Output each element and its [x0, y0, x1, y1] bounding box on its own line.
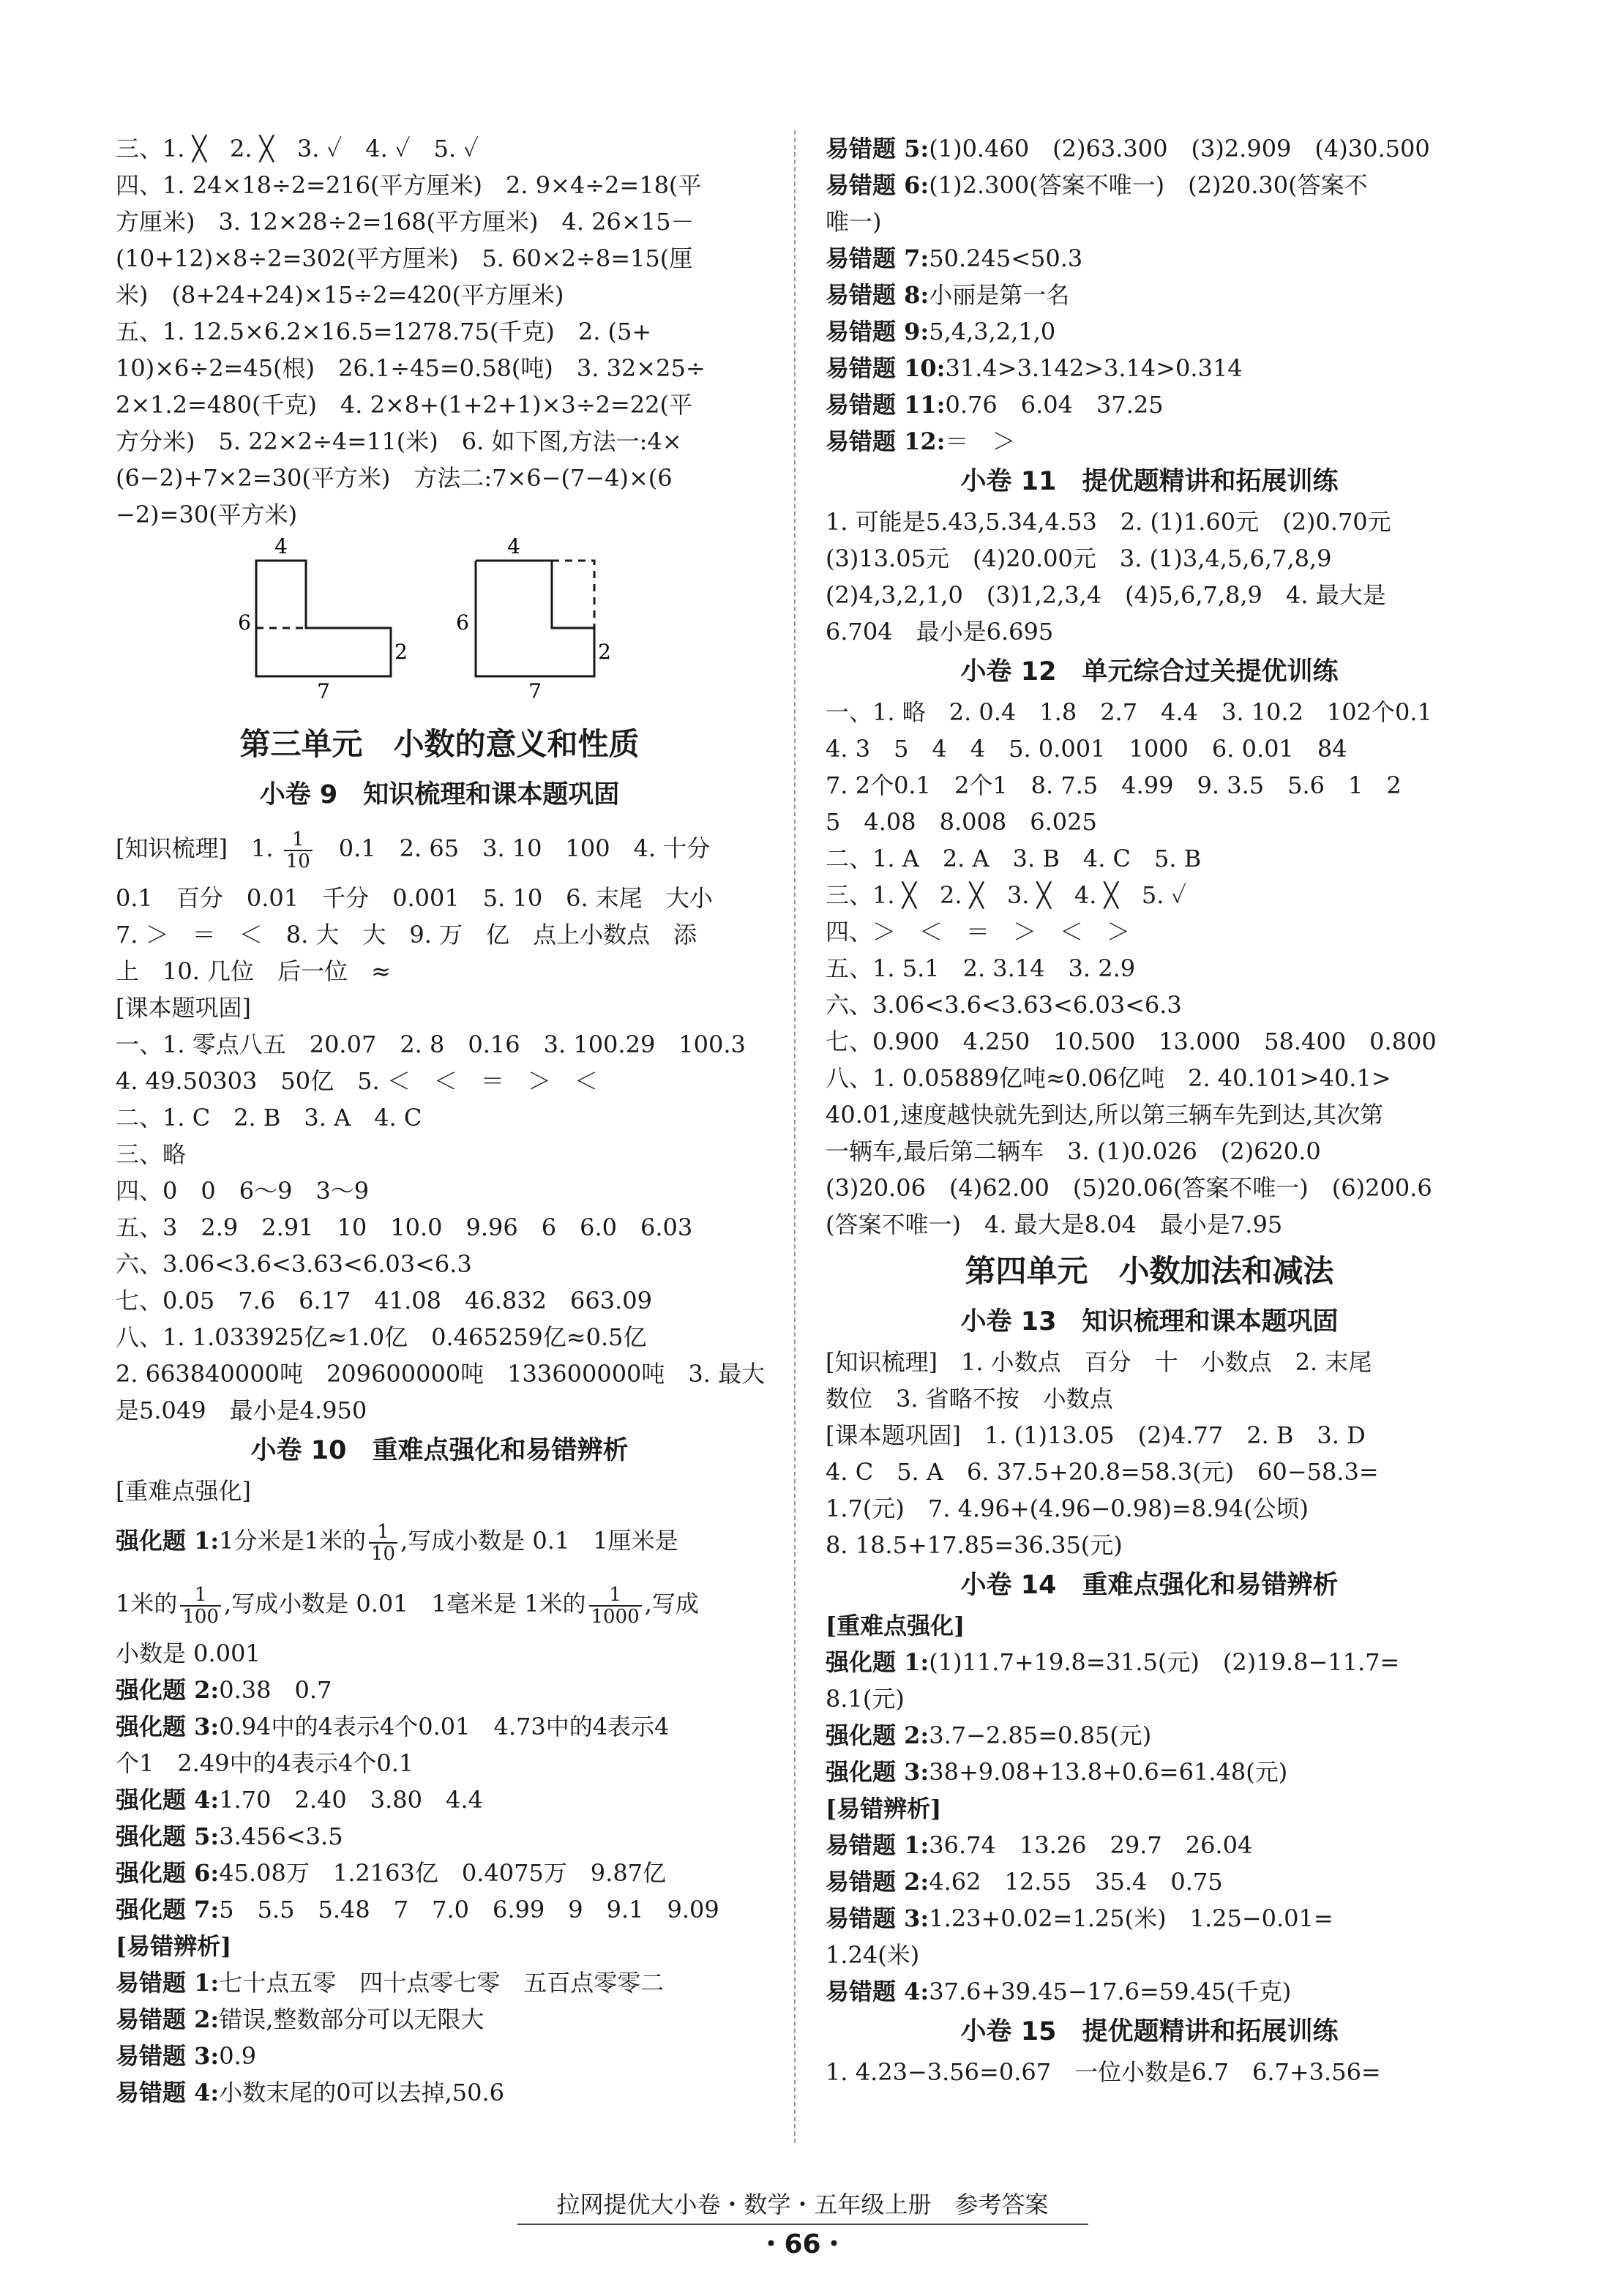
item-label: 强化题 2:	[826, 1721, 929, 1749]
answer-line: 一、1. 略 2. 0.4 1.8 2.7 4.4 3. 10.2 102个0.1	[826, 698, 1432, 726]
item-label: 易错题 1:	[826, 1831, 929, 1859]
answer-line	[826, 1644, 1473, 1680]
answer-text: 37.6+39.45−17.6=59.45(千克)	[929, 1978, 1292, 2005]
answer-text: ,写成	[644, 1590, 699, 1618]
answer-text: 个1 2.49中的4表示4个0.1	[116, 1749, 414, 1777]
answer-text: 1米的	[116, 1590, 178, 1618]
answer-line	[116, 1672, 763, 1708]
answer-line: [课本题巩固] 1. (1)13.05 (2)4.77 2. B 3. D	[826, 1421, 1366, 1449]
fraction	[284, 829, 313, 872]
answer-line: 四、0 0 6～9 3～9	[116, 1177, 370, 1205]
answer-line	[826, 1717, 1473, 1754]
answer-text: 小丽是第一名	[929, 281, 1070, 309]
answer-line: 六、3.06<3.6<3.63<6.03<6.3	[826, 991, 1182, 1019]
answer-line: 小数是 0.001	[116, 1639, 261, 1667]
answer-line: 0.1 百分 0.01 千分 0.001 5. 10 6. 末尾 大小	[116, 884, 713, 912]
fraction-numerator: 1	[369, 1522, 397, 1544]
answer-line	[116, 1509, 763, 1572]
answer-line: 方厘米) 3. 12×28÷2=168(平方厘米) 4. 26×15－	[116, 208, 695, 236]
answer-line: 一辆车,最后第二辆车 3. (1)0.026 (2)620.0	[826, 1137, 1321, 1165]
item-label: 易错题 3:	[826, 1904, 929, 1932]
answer-text: 5 5.5 5.48 7 7.0 6.99 9 9.1 9.09	[219, 1896, 719, 1923]
answer-text: [知识梳理] 1.	[116, 834, 281, 862]
answer-text: 36.74 13.26 29.7 26.04	[929, 1831, 1253, 1859]
answer-text: ＝ ＞	[945, 427, 1016, 455]
item-label: 易错题 8:	[826, 281, 929, 309]
answer-line: 6.704 最小是6.695	[826, 618, 1054, 646]
answer-line	[116, 2038, 763, 2074]
l-shape-diagram	[116, 533, 763, 716]
label-left-1: 6	[238, 610, 251, 635]
answer-line: 四、＞ ＜ ＝ ＞ ＜ ＞	[826, 918, 1131, 946]
answer-line: 2. 663840000吨 209600000吨 133600000吨 3. 最大	[116, 1360, 766, 1388]
item-label: 易错题 3:	[116, 2042, 220, 2070]
answer-line: 五、1. 12.5×6.2×16.5=1278.75(千克) 2. (5+	[116, 318, 652, 345]
section-title: 小卷 9 知识梳理和课本题巩固	[259, 780, 620, 809]
footer-title: 拉网提优大小卷・数学・五年级上册 参考答案	[556, 2191, 1049, 2218]
answer-line	[826, 240, 1473, 277]
answer-line	[826, 1790, 1473, 1827]
section-title: 小卷 15 提优题精讲和拓展训练	[960, 2017, 1339, 2046]
item-label: 易错题 5:	[826, 135, 929, 162]
answer-line: 四、1. 24×18÷2=216(平方厘米) 2. 9×4÷2=18(平	[116, 171, 702, 199]
answer-line: 五、1. 5.1 2. 3.14 3. 2.9	[826, 954, 1136, 982]
item-label: [易错辨析]	[826, 1795, 942, 1822]
label-top-2: 4	[507, 534, 520, 558]
fraction-denominator: 1000	[591, 1605, 640, 1628]
answer-line: 二、1. A 2. A 3. B 4. C 5. B	[826, 845, 1202, 872]
answer-line: 5 4.08 8.008 6.025	[826, 808, 1097, 836]
answer-line: 数位 3. 省略不按 小数点	[826, 1385, 1113, 1413]
answer-text: 3.7−2.85=0.85(元)	[929, 1721, 1152, 1749]
answer-line: 米) (8+24+24)×15÷2=420(平方厘米)	[116, 281, 564, 309]
label-top-1: 4	[274, 534, 288, 558]
answer-line	[826, 277, 1473, 313]
label-bottom-2: 7	[528, 679, 542, 703]
answer-text: 0.38 0.7	[219, 1676, 332, 1704]
answer-line	[116, 1781, 763, 1818]
answer-line: 八、1. 0.05889亿吨≈0.06亿吨 2. 40.101>40.1>	[826, 1064, 1391, 1092]
answer-line	[826, 1900, 1473, 1937]
unit-title: 第四单元 小数加法和减法	[965, 1253, 1334, 1289]
label-right-2: 2	[598, 640, 611, 664]
answer-line	[116, 1572, 763, 1635]
item-label: 强化题 7:	[116, 1896, 220, 1923]
answer-line: 10)×6÷2=45(根) 26.1÷45=0.58(吨) 3. 32×25÷	[116, 354, 706, 382]
answer-text: 8.1(元)	[826, 1685, 905, 1713]
fraction	[589, 1585, 642, 1627]
shape-outline-1	[256, 561, 391, 676]
answer-line: (3)13.05元 (4)20.00元 3. (1)3,4,5,6,7,8,9	[826, 545, 1332, 572]
page-number: ・66・	[757, 2229, 848, 2259]
item-label: 强化题 3:	[116, 1713, 220, 1740]
answer-text: ,写成小数是 0.01 1毫米是 1米的	[224, 1590, 586, 1618]
answer-text: (1)2.300(答案不唯一) (2)20.30(答案不	[929, 171, 1368, 199]
answer-line: 二、1. C 2. B 3. A 4. C	[116, 1104, 422, 1132]
label-left-2: 6	[456, 610, 469, 635]
answer-text: 1.23+0.02=1.25(米) 1.25−0.01=	[929, 1904, 1333, 1932]
section-title: 小卷 11 提优题精讲和拓展训练	[960, 467, 1339, 496]
left-column	[116, 130, 766, 2111]
answer-line	[826, 313, 1473, 350]
fraction-denominator: 100	[182, 1605, 220, 1628]
column-divider	[794, 130, 796, 2143]
answer-line	[826, 1973, 1473, 2010]
answer-line	[116, 2074, 763, 2111]
item-label: 强化题 2:	[116, 1676, 220, 1704]
item-label: 强化题 6:	[116, 1859, 220, 1887]
answer-text: ,写成小数是 0.1 1厘米是	[400, 1527, 678, 1555]
answer-line: 八、1. 1.033925亿≈1.0亿 0.465259亿≈0.5亿	[116, 1323, 647, 1351]
answer-line	[116, 2001, 763, 2038]
answer-line: 1.7(元) 7. 4.96+(4.96−0.98)=8.94(公顷)	[826, 1495, 1309, 1522]
answer-text: 0.9	[219, 2042, 257, 2070]
answer-line: 8. 18.5+17.85=36.35(元)	[826, 1531, 1123, 1559]
item-label: 强化题 1:	[116, 1527, 220, 1555]
answer-line: 六、3.06<3.6<3.63<6.03<6.3	[116, 1250, 472, 1278]
answer-text: 38+9.08+13.8+0.6=61.48(元)	[929, 1758, 1288, 1786]
answer-line	[116, 1745, 763, 1781]
answer-line: 三、1. ╳ 2. ╳ 3. ╳ 4. ╳ 5. ✓	[826, 881, 1187, 909]
fraction-numerator: 1	[180, 1585, 221, 1607]
answer-line: (3)20.06 (4)62.00 (5)20.06(答案不唯一) (6)200.6	[826, 1174, 1432, 1202]
label-right-1: 2	[394, 640, 408, 664]
answer-line: 七、0.05 7.6 6.17 41.08 46.832 663.09	[116, 1287, 652, 1315]
answer-line	[826, 167, 1473, 203]
answer-text: 31.4>3.142>3.14>0.314	[945, 354, 1243, 382]
item-label: 易错题 4:	[826, 1978, 929, 2005]
answer-text: 1分米是1米的	[219, 1527, 366, 1555]
answer-text: 唯一)	[826, 208, 882, 236]
answer-line: 一、1. 零点八五 20.07 2. 8 0.16 3. 100.29 100.3	[116, 1031, 746, 1058]
answer-line: 是5.049 最小是4.950	[116, 1396, 367, 1424]
item-label: 易错题 2:	[826, 1868, 929, 1896]
answer-line: 1. 可能是5.43,5.34,4.53 2. (1)1.60元 (2)0.70元	[826, 508, 1391, 536]
answer-line	[826, 1937, 1473, 1973]
answer-line: 七、0.900 4.250 10.500 13.000 58.400 0.800	[826, 1028, 1437, 1055]
answer-text: 1.70 2.40 3.80 4.4	[219, 1786, 483, 1814]
answer-line	[826, 1680, 1473, 1717]
answer-line	[116, 1855, 763, 1891]
answer-line	[826, 203, 1473, 240]
split-line-2	[552, 561, 594, 628]
item-label: 易错题 11:	[826, 391, 946, 419]
answer-text: (1)11.7+19.8=31.5(元) (2)19.8−11.7=	[929, 1648, 1400, 1676]
answer-line	[116, 1928, 763, 1964]
answer-line	[116, 1891, 763, 1928]
item-label: 易错题 6:	[826, 171, 929, 199]
answer-text: (1)0.460 (2)63.300 (3)2.909 (4)30.500	[929, 135, 1430, 162]
item-label: 易错题 2:	[116, 2005, 220, 2033]
answer-line: 2×1.2=480(千克) 4. 2×8+(1+2+1)×3÷2=22(平	[116, 391, 693, 419]
answer-text: 七十点五零 四十点零七零 五百点零零二	[219, 1969, 665, 1997]
answer-text: 3.456<3.5	[219, 1822, 343, 1850]
item-label: [重难点强化]	[826, 1612, 965, 1639]
answer-line: (2)4,3,2,1,0 (3)1,2,3,4 (4)5,6,7,8,9 4. 最大是	[826, 581, 1386, 609]
answer-line: [课本题巩固]	[116, 994, 251, 1022]
answer-text: 错误,整数部分可以无限大	[219, 2005, 485, 2033]
item-label: 强化题 4:	[116, 1786, 220, 1814]
answer-line: 五、3 2.9 2.91 10 10.0 9.96 6 6.0 6.03	[116, 1214, 693, 1241]
item-label: 易错题 1:	[116, 1969, 220, 1997]
answer-line: [重难点强化]	[116, 1477, 251, 1505]
answer-line	[826, 386, 1473, 423]
answer-line: (10+12)×8÷2=302(平方厘米) 5. 60×2÷8=15(厘	[116, 244, 693, 272]
shape-outline-2	[476, 561, 594, 676]
answer-line: 上 10. 几位 后一位 ≈	[116, 957, 391, 985]
answer-text: 小数末尾的0可以去掉,50.6	[219, 2079, 505, 2106]
fraction-denominator: 10	[285, 850, 310, 872]
item-label: 强化题 3:	[826, 1758, 929, 1786]
unit-title: 第三单元 小数的意义和性质	[239, 726, 640, 762]
answer-text: 4.62 12.55 35.4 0.75	[929, 1868, 1223, 1896]
item-label: [易错辨析]	[116, 1932, 232, 1960]
section-title: 小卷 14 重难点强化和易错辨析	[960, 1571, 1339, 1600]
answer-line: 方分米) 5. 22×2÷4=11(米) 6. 如下图,方法一:4×	[116, 427, 682, 455]
answer-line: 三、略	[116, 1140, 187, 1168]
answer-text: 0.94中的4表示4个0.01 4.73中的4表示4	[219, 1713, 670, 1740]
answer-text: 50.245<50.3	[929, 244, 1083, 272]
answer-line: (答案不唯一) 4. 最大是8.04 最小是7.95	[826, 1211, 1283, 1238]
answer-line	[826, 130, 1473, 167]
answer-line: 7. ＞ ＝ ＜ 8. 大 大 9. 万 亿 点上小数点 添	[116, 921, 697, 949]
fraction-denominator: 10	[370, 1542, 396, 1565]
answer-line: 1. 4.23−3.56=0.67 一位小数是6.7 6.7+3.56=	[826, 2058, 1381, 2086]
item-label: 强化题 5:	[116, 1822, 220, 1850]
answer-line: 4. 49.50303 50亿 5. ＜ ＜ ＝ ＞ ＜	[116, 1067, 598, 1095]
answer-line	[116, 1964, 763, 2001]
item-label: 强化题 1:	[826, 1648, 929, 1676]
page-footer	[0, 2188, 1605, 2265]
answer-text: 0.1 2. 65 3. 10 100 4. 十分	[315, 834, 711, 862]
answer-line	[826, 423, 1473, 460]
section-title: 小卷 13 知识梳理和课本题巩固	[960, 1307, 1339, 1336]
item-label: 易错题 10:	[826, 354, 946, 382]
fraction-numerator: 1	[284, 829, 313, 851]
answer-line: 7. 2个0.1 2个1 8. 7.5 4.99 9. 3.5 5.6 1 2	[826, 771, 1402, 799]
fraction-numerator: 1	[589, 1585, 642, 1607]
answer-line: (6−2)+7×2=30(平方米) 方法二:7×6−(7−4)×(6	[116, 464, 673, 492]
answer-text: 5,4,3,2,1,0	[929, 318, 1056, 345]
answer-line	[826, 1607, 1473, 1644]
answer-line	[116, 1708, 763, 1745]
right-column	[826, 130, 1473, 2090]
answer-line	[826, 1863, 1473, 1900]
answer-line: −2)=30(平方米)	[116, 501, 298, 528]
answer-line	[116, 1818, 763, 1855]
answer-line	[116, 817, 763, 880]
item-label: 易错题 12:	[826, 427, 946, 455]
answer-text: 45.08万 1.2163亿 0.4075万 9.87亿	[219, 1859, 667, 1887]
l-shape-figure	[116, 533, 763, 716]
answer-text: 1.24(米)	[826, 1941, 920, 1969]
answer-line	[826, 350, 1473, 386]
answer-line: 4. 3 5 4 4 5. 0.001 1000 6. 0.01 84	[826, 735, 1347, 763]
section-title: 小卷 10 重难点强化和易错辨析	[250, 1436, 629, 1465]
answer-text: 0.76 6.04 37.25	[945, 391, 1164, 419]
answer-line: 4. C 5. A 6. 37.5+20.8=58.3(元) 60−58.3=	[826, 1458, 1379, 1486]
answer-line: 三、1. ╳ 2. ╳ 3. ✓ 4. ✓ 5. ✓	[116, 135, 479, 162]
item-label: 易错题 9:	[826, 318, 929, 345]
item-label: 易错题 7:	[826, 244, 929, 272]
answer-line: [知识梳理] 1. 小数点 百分 十 小数点 2. 末尾	[826, 1348, 1372, 1376]
answer-line	[826, 1754, 1473, 1790]
fraction	[180, 1585, 221, 1627]
item-label: 易错题 4:	[116, 2079, 220, 2106]
fraction	[369, 1522, 397, 1564]
label-bottom-1: 7	[317, 679, 330, 703]
section-title: 小卷 12 单元综合过关提优训练	[960, 657, 1339, 687]
answer-line: 40.01,速度越快就先到达,所以第三辆车先到达,其次第	[826, 1101, 1384, 1129]
answer-line	[826, 1827, 1473, 1863]
